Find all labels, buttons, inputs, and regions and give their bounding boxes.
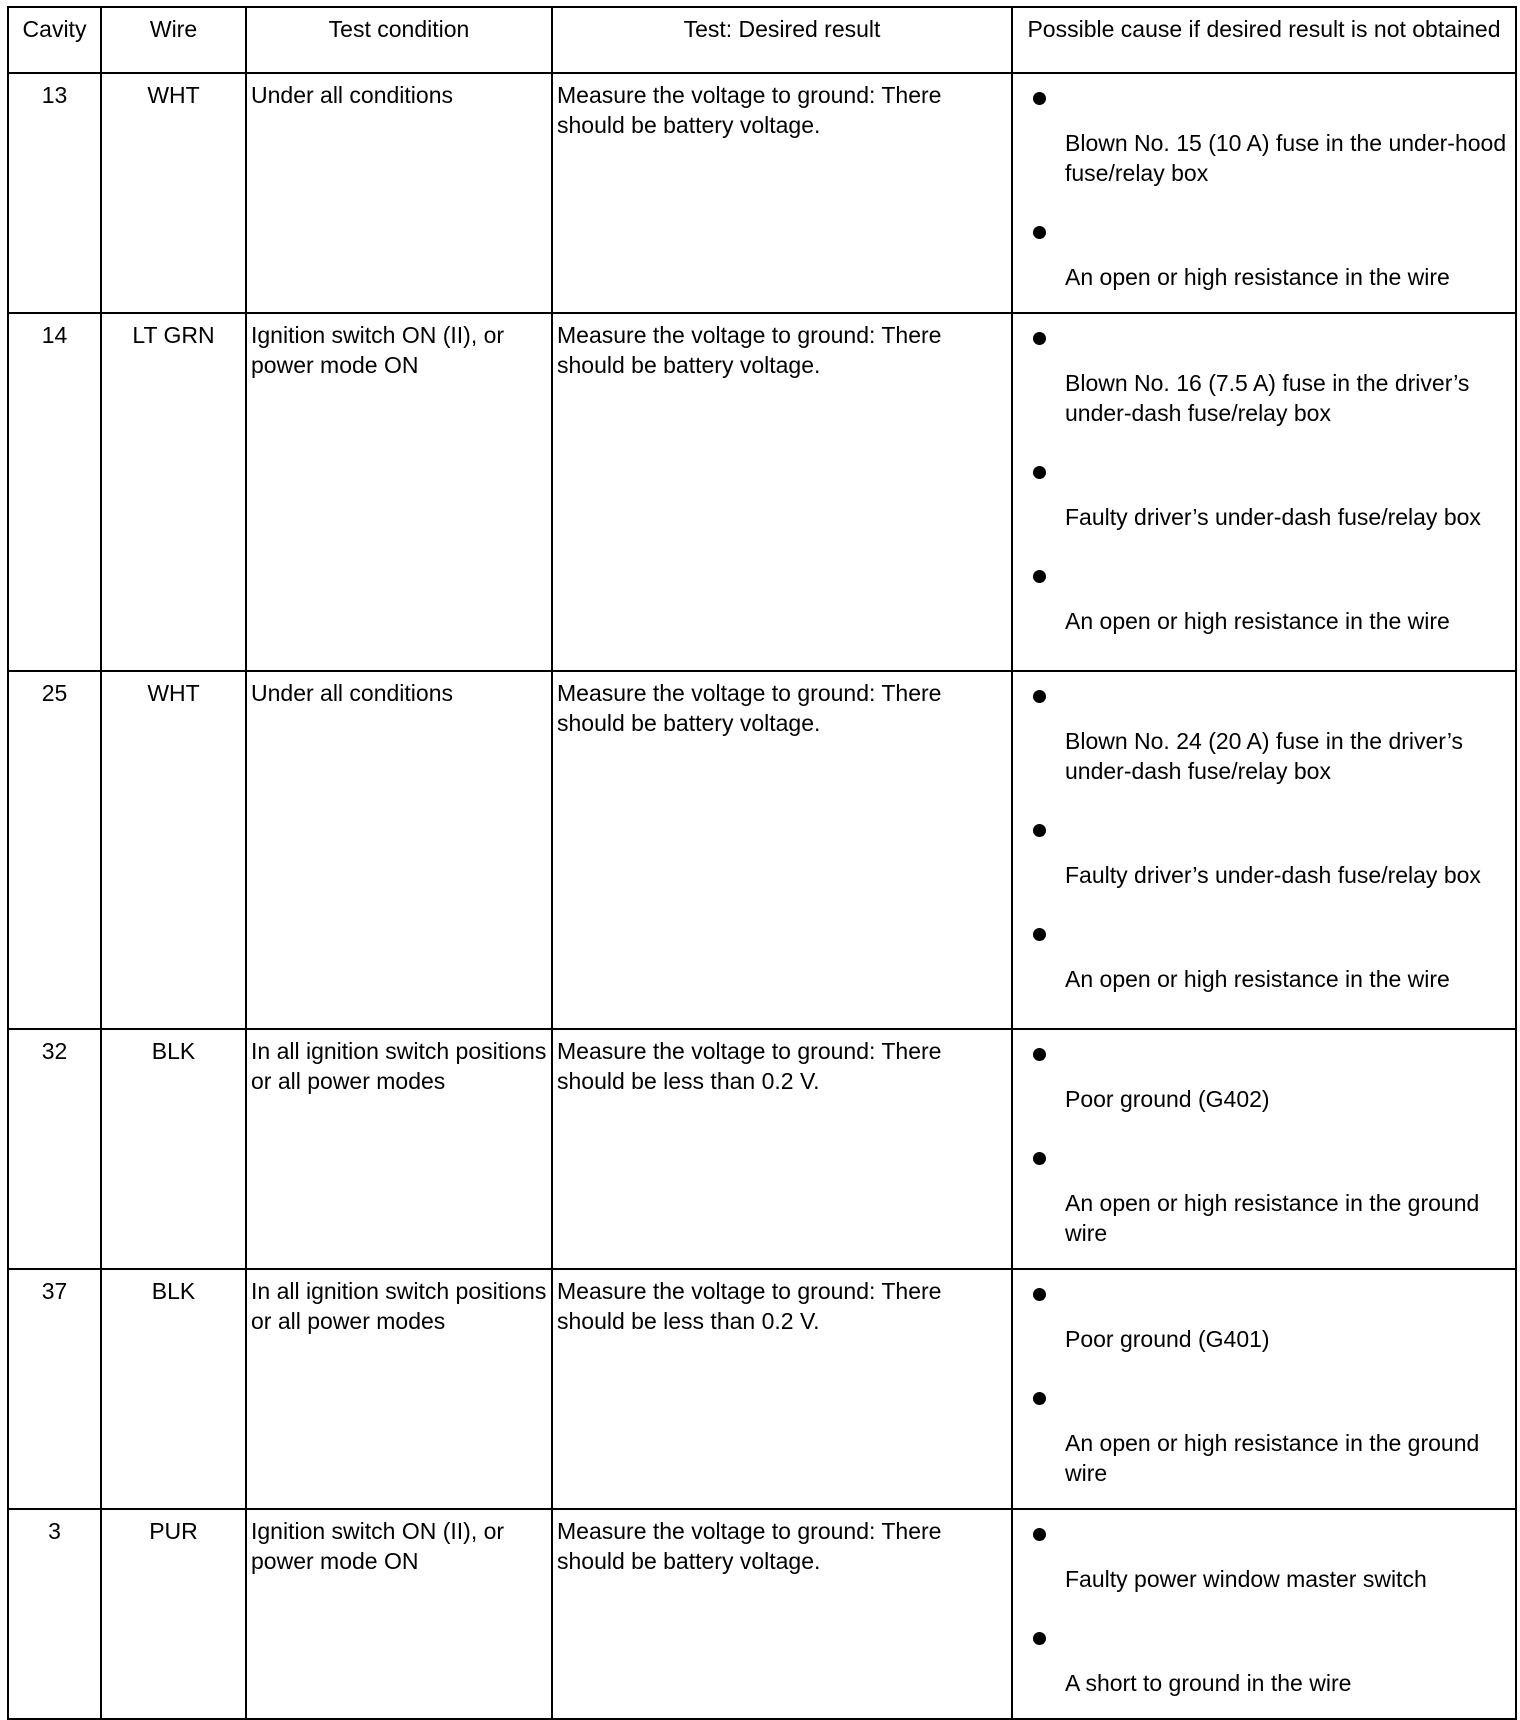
cause-item: [1013, 1510, 1515, 1614]
bullet-icon: [1033, 1632, 1046, 1645]
cause-item: [1013, 1030, 1515, 1134]
wire-cell: WHT: [101, 671, 246, 1029]
cause-text: Poor ground (G401): [1065, 1326, 1270, 1352]
cause-item: [1013, 74, 1515, 208]
bullet-icon: [1033, 1288, 1046, 1301]
bullet-icon: [1033, 1392, 1046, 1405]
cavity-cell: 13: [8, 73, 101, 313]
desired-result-cell: Measure the voltage to ground: There should be battery voltage.: [552, 671, 1012, 1029]
wire-cell: BLK: [101, 1269, 246, 1509]
cavity-cell: 14: [8, 313, 101, 671]
table-row: [8, 1269, 1516, 1509]
cause-item: [1013, 1134, 1515, 1268]
test-condition-cell: In all ignition switch positions or all power modes: [246, 1029, 552, 1269]
possible-cause-cell: [1012, 73, 1516, 313]
table-row: [8, 671, 1516, 1029]
test-condition-cell: Under all conditions: [246, 671, 552, 1029]
cause-text: Faulty driver’s under-dash fuse/relay box: [1065, 862, 1481, 888]
bullet-icon: [1033, 690, 1046, 703]
possible-cause-cell: [1012, 1269, 1516, 1509]
cause-item: [1013, 806, 1515, 910]
table-row: [8, 313, 1516, 671]
bullet-icon: [1033, 1152, 1046, 1165]
wire-cell: BLK: [101, 1029, 246, 1269]
desired-result-cell: Measure the voltage to ground: There should be less than 0.2 V.: [552, 1269, 1012, 1509]
cause-text: An open or high resistance in the wire: [1065, 608, 1450, 634]
table-body: [8, 73, 1516, 1719]
cause-text: Blown No. 24 (20 A) fuse in the driver’s under-dash fuse/relay box: [1065, 728, 1464, 784]
bullet-icon: [1033, 1048, 1046, 1061]
cause-text: Faulty power window master switch: [1065, 1566, 1427, 1592]
cause-item: [1013, 314, 1515, 448]
wire-cell: WHT: [101, 73, 246, 313]
wire-cell: LT GRN: [101, 313, 246, 671]
cause-item: [1013, 1374, 1515, 1508]
desired-result-cell: Measure the voltage to ground: There should be battery voltage.: [552, 73, 1012, 313]
test-condition-cell: Ignition switch ON (II), or power mode ON: [246, 1509, 552, 1719]
possible-cause-cell: [1012, 671, 1516, 1029]
test-condition-cell: Under all conditions: [246, 73, 552, 313]
bullet-icon: [1033, 928, 1046, 941]
cause-text: An open or high resistance in the ground wire: [1065, 1430, 1480, 1486]
cavity-cell: 25: [8, 671, 101, 1029]
cause-item: [1013, 1270, 1515, 1374]
cause-text: Blown No. 15 (10 A) fuse in the under-hood fuse/relay box: [1065, 130, 1507, 186]
header-row: [8, 7, 1516, 73]
possible-cause-cell: [1012, 313, 1516, 671]
bullet-icon: [1033, 824, 1046, 837]
possible-cause-cell: [1012, 1509, 1516, 1719]
cause-item: [1013, 910, 1515, 1014]
cause-item: [1013, 1614, 1515, 1718]
desired-result-cell: Measure the voltage to ground: There should be battery voltage.: [552, 1509, 1012, 1719]
test-table: [7, 6, 1517, 1720]
cause-item: [1013, 448, 1515, 552]
bullet-icon: [1033, 332, 1046, 345]
header-wire: Wire: [101, 7, 246, 73]
cause-text: An open or high resistance in the ground wire: [1065, 1190, 1480, 1246]
cause-item: [1013, 552, 1515, 656]
cause-text: Faulty driver’s under-dash fuse/relay box: [1065, 504, 1481, 530]
cause-text: Poor ground (G402): [1065, 1086, 1270, 1112]
test-condition-cell: In all ignition switch positions or all power modes: [246, 1269, 552, 1509]
cause-text: Blown No. 16 (7.5 A) fuse in the driver’s under-dash fuse/relay box: [1065, 370, 1470, 426]
header-desired-result: Test: Desired result: [552, 7, 1012, 73]
bullet-icon: [1033, 570, 1046, 583]
header-possible-cause: Possible cause if desired result is not obtained: [1012, 7, 1516, 73]
cause-item: [1013, 672, 1515, 806]
desired-result-cell: Measure the voltage to ground: There should be battery voltage.: [552, 313, 1012, 671]
bullet-icon: [1033, 466, 1046, 479]
cause-text: A short to ground in the wire: [1065, 1670, 1352, 1696]
header-test-condition: Test condition: [246, 7, 552, 73]
table-row: [8, 1509, 1516, 1719]
table-row: [8, 1029, 1516, 1269]
bullet-icon: [1033, 226, 1046, 239]
cause-text: An open or high resistance in the wire: [1065, 966, 1450, 992]
cause-item: [1013, 208, 1515, 312]
header-cavity: Cavity: [8, 7, 101, 73]
bullet-icon: [1033, 1528, 1046, 1541]
cavity-cell: 32: [8, 1029, 101, 1269]
wire-cell: PUR: [101, 1509, 246, 1719]
cavity-cell: 37: [8, 1269, 101, 1509]
cavity-cell: 3: [8, 1509, 101, 1719]
table-row: [8, 73, 1516, 313]
test-condition-cell: Ignition switch ON (II), or power mode ON: [246, 313, 552, 671]
desired-result-cell: Measure the voltage to ground: There should be less than 0.2 V.: [552, 1029, 1012, 1269]
cause-text: An open or high resistance in the wire: [1065, 264, 1450, 290]
bullet-icon: [1033, 92, 1046, 105]
possible-cause-cell: [1012, 1029, 1516, 1269]
